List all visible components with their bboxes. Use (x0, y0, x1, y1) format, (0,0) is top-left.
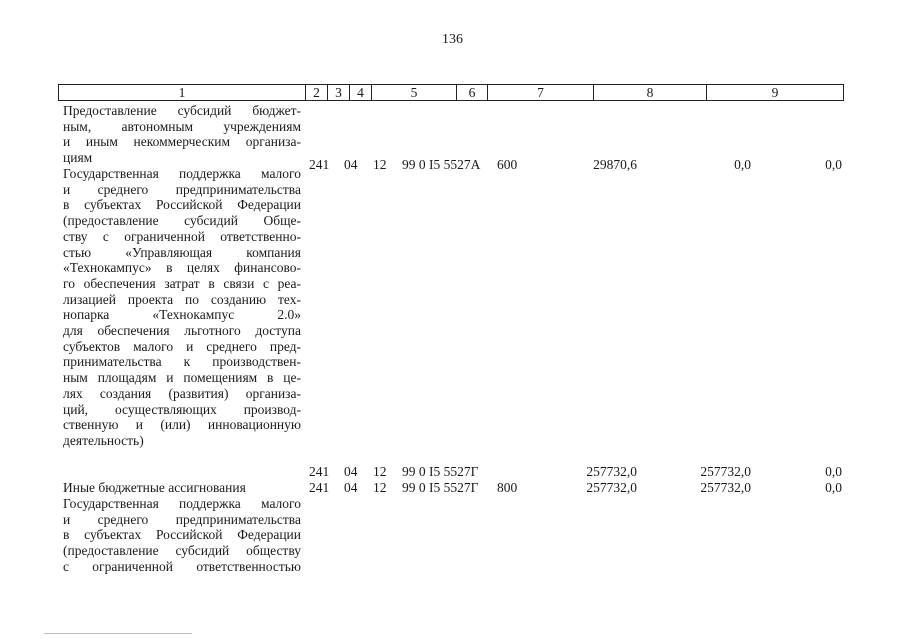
header-col-1: 1 (178, 85, 186, 100)
row-name-sme-support-technokampus: Государственная поддержка малого и среднего предпринимательства в субъектах Российской Федерации (предоставление субсидий Обще- ству с ограниченной ответственно- стью «Управляющая компания «Технокампус» в целях финансово- го обеспечения затрат в связи с реа- лизацией проекта по созданию тех- нопарка «Технокампус 2.0» для обеспечения льготного доступа субъектов малого и среднего пред- принимательства к производствен- ным площадям и помещениям в це- лях создания (развития) организа- ций, осуществляющих производ- ственную и (или) инновационную деятельность) (63, 166, 301, 448)
cell-pr: 12 (373, 464, 387, 479)
cell-sum-1: 29870,6 (593, 157, 637, 172)
cell-sum-3: 0,0 (825, 157, 842, 172)
cell-sum-2: 0,0 (734, 157, 751, 172)
cell-sum-3: 0,0 (825, 480, 842, 495)
table-header (58, 84, 844, 101)
header-col-9: 9 (771, 85, 779, 100)
row-name-subsidies-nonprofits: Предоставление субсидий бюджет- ным, автономным учреждениям и иным некоммерческим организа- циям (63, 103, 301, 166)
cell-gr: 241 (309, 480, 330, 495)
cell-gr: 241 (309, 157, 330, 172)
header-col-7: 7 (537, 85, 544, 100)
cell-gr: 241 (309, 464, 330, 479)
cell-pr: 12 (373, 480, 387, 495)
page-number: 136 (442, 32, 463, 47)
scan-artifact-line (44, 633, 192, 634)
cell-sum-2: 257732,0 (700, 480, 751, 495)
header-col-3: 3 (335, 85, 342, 100)
cell-vr: 600 (497, 157, 518, 172)
cell-rz: 04 (344, 480, 358, 495)
cell-rz: 04 (344, 157, 358, 172)
cell-rz: 04 (344, 464, 358, 479)
cell-pr: 12 (373, 157, 387, 172)
header-col-4: 4 (357, 85, 364, 100)
cell-sum-1: 257732,0 (586, 480, 637, 495)
cell-vr: 800 (497, 480, 518, 495)
header-col-5: 5 (410, 85, 418, 100)
cell-sum-3: 0,0 (825, 464, 842, 479)
cell-csr: 99 0 I5 5527Г (402, 480, 479, 495)
header-col-6: 6 (468, 85, 476, 100)
header-col-8: 8 (646, 85, 654, 100)
header-col-2: 2 (313, 85, 320, 100)
cell-sum-2: 257732,0 (700, 464, 751, 479)
cell-csr: 99 0 I5 5527Г (402, 464, 479, 479)
cell-csr: 99 0 I5 5527А (402, 157, 481, 172)
cell-sum-1: 257732,0 (586, 464, 637, 479)
row-name-other-budget-allocations: Иные бюджетные ассигнования (63, 480, 246, 495)
row-name-sme-support-llc: Государственная поддержка малого и среднего предпринимательства в субъектах Российской Федерации (предоставление субсидий обществу с ограниченной ответственностью (63, 496, 301, 574)
